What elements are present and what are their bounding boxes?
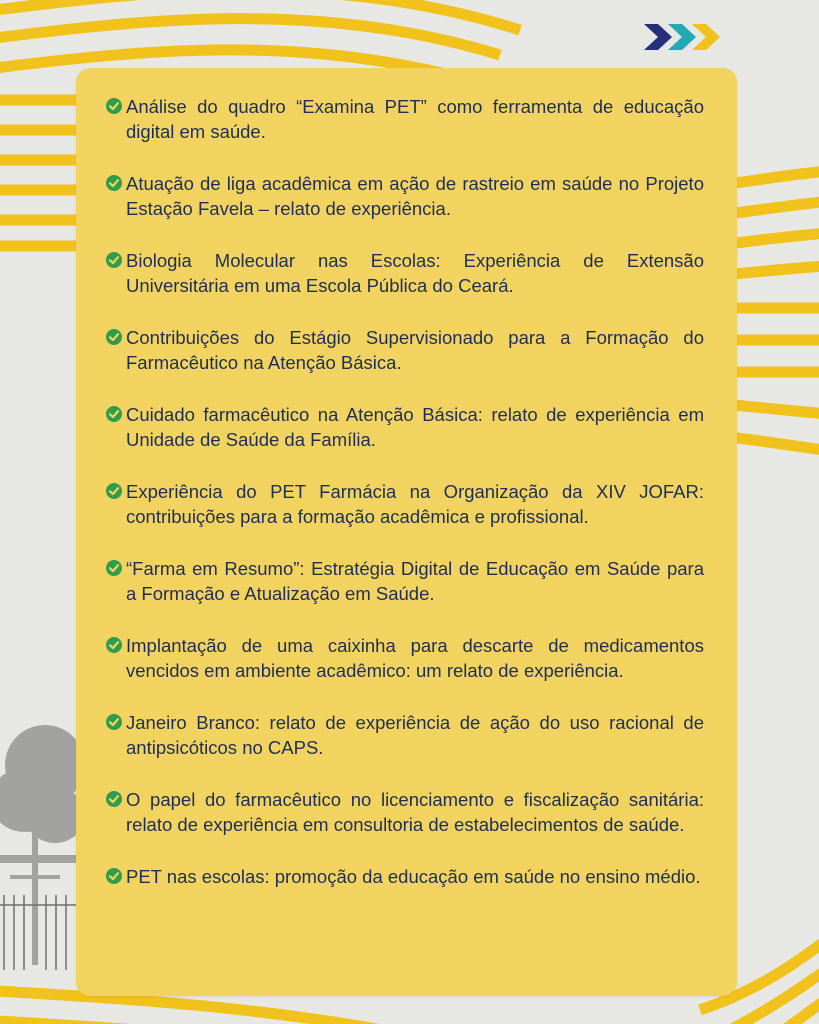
check-circle-icon bbox=[106, 560, 122, 576]
list-item bbox=[106, 402, 704, 452]
item-text: Contribuições do Estágio Supervisionado para a Formação do Farmacêutico na Atenção Básica. bbox=[126, 327, 704, 373]
list-item bbox=[106, 171, 704, 221]
list-item bbox=[106, 864, 704, 889]
check-circle-icon bbox=[106, 791, 122, 807]
list-item bbox=[106, 633, 704, 683]
check-circle-icon bbox=[106, 406, 122, 422]
list-item bbox=[106, 479, 704, 529]
list-item bbox=[106, 248, 704, 298]
list-item bbox=[106, 556, 704, 606]
item-text: Atuação de liga acadêmica em ação de rastreio em saúde no Projeto Estação Favela – relato de experiência. bbox=[126, 173, 704, 219]
item-text: Análise do quadro “Examina PET” como ferramenta de educação digital em saúde. bbox=[126, 96, 704, 142]
item-text: Janeiro Branco: relato de experiência de ação do uso racional de antipsicóticos no CAPS. bbox=[126, 712, 704, 758]
check-circle-icon bbox=[106, 637, 122, 653]
content-card bbox=[76, 68, 737, 996]
check-circle-icon bbox=[106, 329, 122, 345]
item-text: “Farma em Resumo”: Estratégia Digital de Educação em Saúde para a Formação e Atualização em Saúde. bbox=[126, 558, 704, 604]
check-circle-icon bbox=[106, 868, 122, 884]
check-circle-icon bbox=[106, 98, 122, 114]
check-circle-icon bbox=[106, 175, 122, 191]
topics-list bbox=[106, 94, 704, 916]
list-item bbox=[106, 787, 704, 837]
item-text: PET nas escolas: promoção da educação em saúde no ensino médio. bbox=[126, 866, 701, 887]
check-circle-icon bbox=[106, 714, 122, 730]
check-circle-icon bbox=[106, 252, 122, 268]
tree-sketch-illustration bbox=[0, 705, 78, 975]
list-item bbox=[106, 325, 704, 375]
item-text: Experiência do PET Farmácia na Organização da XIV JOFAR: contribuições para a formação acadêmica e profissional. bbox=[126, 481, 704, 527]
check-circle-icon bbox=[106, 483, 122, 499]
item-text: Cuidado farmacêutico na Atenção Básica: relato de experiência em Unidade de Saúde da Família. bbox=[126, 404, 704, 450]
triple-chevron-right-icon bbox=[640, 18, 724, 56]
list-item bbox=[106, 710, 704, 760]
item-text: O papel do farmacêutico no licenciamento e fiscalização sanitária: relato de experiência em consultoria de estabelecimentos de saúde. bbox=[126, 789, 704, 835]
item-text: Biologia Molecular nas Escolas: Experiência de Extensão Universitária em uma Escola Pública do Ceará. bbox=[126, 250, 704, 296]
item-text: Implantação de uma caixinha para descarte de medicamentos vencidos em ambiente acadêmico: um relato de experiência. bbox=[126, 635, 704, 681]
list-item bbox=[106, 94, 704, 144]
